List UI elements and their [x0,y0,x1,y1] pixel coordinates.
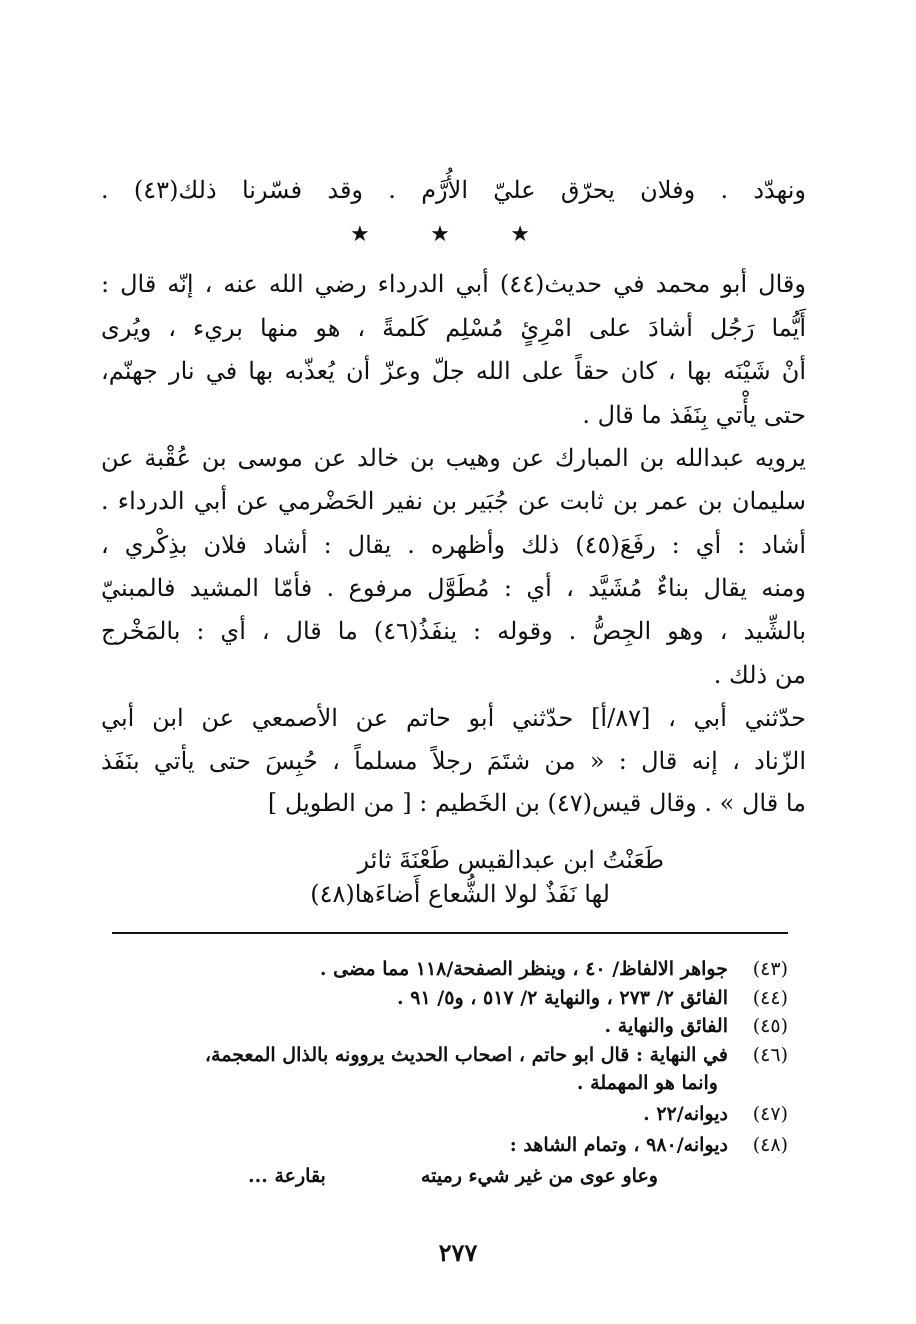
poem-line-2: لها نَفَذٌ لولا الشُّعاع أَضاءَها(٤٨) [310,880,610,908]
body-line-3: أَيُّما رَجُل أشادَ على امْرِئٍ مُسْلِم كَلمةً ، هو منها بريء ، ويُرى [101,314,806,342]
footnote-text: الفائق ٢/ ٢٧٣ ، والنهاية ٢/ ٥١٧ ، و٥/ ٩١ . [397,987,728,1009]
star-icon: ★ [510,222,530,247]
footnote-44 [98,985,788,1011]
footnote-number: (٤٤) [752,987,788,1009]
body-line-5: حتى يأْتي بِنَفَذ ما قال . [582,401,806,429]
quoted-verse-first-half: وعاو عوى من غير شيء رميته [420,1165,658,1187]
footnote-text: في النهاية : قال ابو حاتم ، اصحاب الحديث يروونه بالذال المعجمة، [204,1044,728,1066]
footnote-text: الفائق والنهاية . [604,1015,728,1037]
body-line-6: يرويه عبدالله بن المبارك عن وهيب بن خالد عن موسى بن عُقْبة عن [101,444,806,472]
body-line-11: من ذلك . [713,661,806,689]
footnote-46 [98,1042,788,1068]
footnote-number: (٤٧) [752,1103,788,1125]
star-icon: ★ [350,222,370,247]
footnote-number: (٤٦) [752,1044,788,1066]
footnote-45 [98,1013,788,1039]
footnote-number: (٤٨) [752,1134,788,1156]
poem-line-1: طَعَنْتُ ابن عبدالقيس طَعْنَةَ ثائر [357,846,664,874]
body-line-10: بالشِّيد ، وهو الجِصُّ . وقوله : ينفَذُ(٤٦) ما قال ، أي : بالمَخْرج [101,617,806,645]
footnote-text: ديوانه/٩٨٠ ، وتمام الشاهد : [509,1134,728,1156]
quoted-verse-second-half: بقارعة ... [248,1165,326,1187]
body-line-12: حدّثني أبي ، [٨٧/أ] حدّثني أبو حاتم عن الأصمعي عن ابن أبي [101,704,806,732]
section-divider [350,222,530,247]
body-line-1: ونهدّد . وفلان يحرّق عليّ الأُرَّم . وقد فسّرنا ذلك(٤٣) . [101,176,806,204]
page-number: ٢٧٧ [438,1238,478,1267]
footnote-text: جواهر الالفاظ/ ٤٠ ، وينظر الصفحة/١١٨ مما مضى . [319,958,728,980]
footnote-text: ديوانه/٢٢ . [643,1103,728,1125]
footnote-number: (٤٣) [752,958,788,980]
footnote-number: (٤٥) [752,1015,788,1037]
footnote-46-continuation: وانما هو المهملة . [576,1072,718,1094]
body-line-8: أشاد : أي : رفَعَ(٤٥) ذلك وأظهره . يقال : أشاد فلان بذِكْري ، [101,531,806,559]
footnote-43 [98,956,788,982]
footnote-47 [98,1101,788,1127]
body-line-2: وقال أبو محمد في حديث(٤٤) أبي الدرداء رضي الله عنه ، إنّه قال : [101,270,806,298]
body-line-9: ومنه يقال بناءٌ مُشَيَّد ، أي : مُطَوَّل مرفوع . فأمّا المشيد فالمبنيّ [101,574,806,602]
footnote-48 [98,1132,788,1158]
body-line-4: أنْ شَيْنَه بها ، كان حقاً على الله جلّ وعزّ أن يُعذّبه بها في نار جهنّم، [101,357,806,385]
body-line-13: الزّناد ، إنه قال : « من شتَمَ رجلاً مسلماً ، حُبِسَ حتى يأتي بنَفَذ [101,747,807,775]
footnote-separator [112,932,788,934]
star-icon: ★ [430,222,450,247]
body-line-7: سليمان بن عمر بن ثابت عن جُبَير بن نفير الحَضْرمي عن أبي الدرداء . [101,487,807,515]
body-line-14: ما قال » . وقال قيس(٤٧) بن الخَطيم : [ من الطويل ] [267,789,806,817]
